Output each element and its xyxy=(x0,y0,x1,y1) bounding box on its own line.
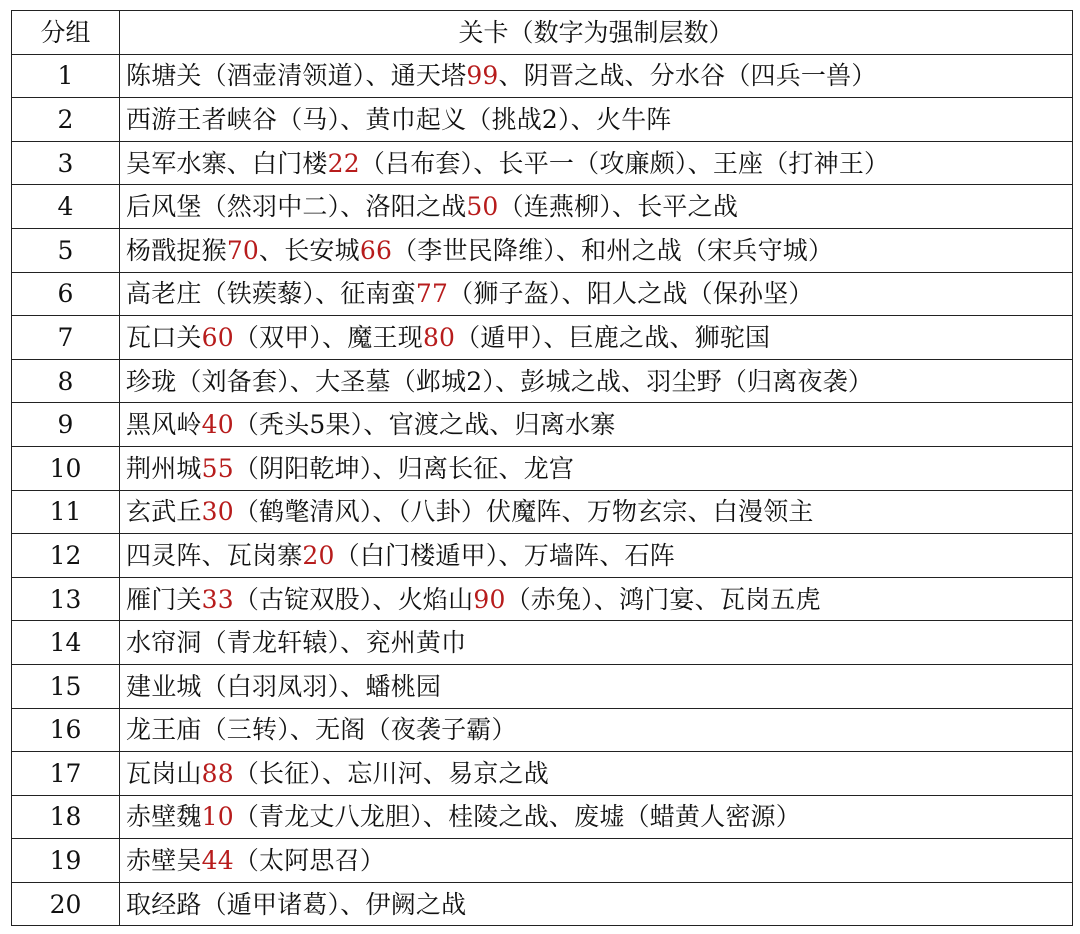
stage-text: （狮子盔）、阳人之战（保孙坚） xyxy=(448,279,814,309)
forced-layer-number: 80 xyxy=(422,322,456,352)
stage-list xyxy=(120,839,1073,883)
forced-layer-number: 70 xyxy=(226,235,260,265)
stage-text: （吕布套）、长平一（攻廉颇）、王座（打神王） xyxy=(359,148,890,178)
forced-layer-number: 22 xyxy=(327,148,360,178)
table-row xyxy=(12,228,1073,272)
stage-group-table xyxy=(11,10,1073,926)
stage-list xyxy=(120,316,1073,360)
table-row xyxy=(12,664,1073,708)
forced-layer-number: 10 xyxy=(201,802,234,832)
group-number: 7 xyxy=(12,316,120,360)
stage-text: （李世民降维）、和州之战（宋兵守城） xyxy=(392,235,834,265)
table-row xyxy=(12,141,1073,185)
table-row xyxy=(12,882,1073,926)
forced-layer-number: 33 xyxy=(201,584,234,614)
stage-list xyxy=(120,272,1073,316)
table-row xyxy=(12,752,1073,796)
stage-text: （遁甲）、巨鹿之战、狮驼国 xyxy=(455,322,771,352)
forced-layer-number: 50 xyxy=(466,192,499,222)
group-number: 4 xyxy=(12,185,120,229)
table-row xyxy=(12,98,1073,142)
table-row xyxy=(12,577,1073,621)
stage-text: （双甲）、魔王现 xyxy=(233,322,423,352)
group-number: 19 xyxy=(12,839,120,883)
group-number: 2 xyxy=(12,98,120,142)
stage-text: （连燕柳）、长平之战 xyxy=(498,192,739,222)
stage-text: 珍珑（刘备套）、大圣墓（邺城2）、彭城之战、羽尘野（归离夜袭） xyxy=(126,366,874,396)
forced-layer-number: 44 xyxy=(201,846,234,876)
stage-text: 西游王者峡谷（马）、黄巾起义（挑战2）、火牛阵 xyxy=(126,104,672,134)
forced-layer-number: 20 xyxy=(302,540,335,570)
stage-list xyxy=(120,359,1073,403)
group-number: 18 xyxy=(12,795,120,839)
forced-layer-number: 60 xyxy=(201,322,234,352)
stage-list xyxy=(120,882,1073,926)
stage-list xyxy=(120,577,1073,621)
stage-text: 赤壁吴 xyxy=(126,846,202,876)
table-header-row xyxy=(12,11,1073,55)
stage-text: 玄武丘 xyxy=(126,497,202,527)
stage-list xyxy=(120,752,1073,796)
table-row xyxy=(12,316,1073,360)
forced-layer-number: 88 xyxy=(201,758,234,788)
stage-text: 瓦口关 xyxy=(126,322,202,352)
stage-text: （长征）、忘川河、易京之战 xyxy=(233,758,549,788)
stage-text: 荆州城 xyxy=(126,453,202,483)
stage-list xyxy=(120,708,1073,752)
stage-text: 、长安城 xyxy=(259,235,360,265)
stage-text: 水帘洞（青龙轩辕）、兖州黄巾 xyxy=(126,628,467,658)
group-number: 15 xyxy=(12,664,120,708)
stage-text: 、阴晋之战、分水谷（四兵一兽） xyxy=(498,61,877,91)
stage-list xyxy=(120,795,1073,839)
stage-text: 后风堡（然羽中二）、洛阳之战 xyxy=(126,192,467,222)
stage-text: （阴阳乾坤）、归离长征、龙宫 xyxy=(233,453,575,483)
stage-list xyxy=(120,621,1073,665)
forced-layer-number: 90 xyxy=(473,584,506,614)
stage-list xyxy=(120,446,1073,490)
stage-text: （鹤氅清风）、（八卦）伏魔阵、万物玄宗、白漫领主 xyxy=(233,497,814,527)
table-row xyxy=(12,621,1073,665)
group-number: 14 xyxy=(12,621,120,665)
header-group: 分组 xyxy=(12,11,120,55)
stage-text: （赤兔）、鸿门宴、瓦岗五虎 xyxy=(505,584,821,614)
stage-text: （白门楼遁甲）、万墙阵、石阵 xyxy=(334,540,675,570)
stage-text: （秃头5果）、官渡之战、归离水寨 xyxy=(233,410,616,440)
stage-text: 四灵阵、瓦岗寨 xyxy=(126,540,303,570)
stage-list xyxy=(120,141,1073,185)
stage-text: （青龙丈八龙胆）、桂陵之战、废墟（蜡黄人密源） xyxy=(233,802,801,832)
group-number: 9 xyxy=(12,403,120,447)
stage-text: 黑风岭 xyxy=(126,410,202,440)
group-number: 6 xyxy=(12,272,120,316)
stage-list xyxy=(120,490,1073,534)
stage-list xyxy=(120,664,1073,708)
stage-list xyxy=(120,54,1073,98)
table-row xyxy=(12,54,1073,98)
stage-list xyxy=(120,403,1073,447)
table-row xyxy=(12,359,1073,403)
group-number: 13 xyxy=(12,577,120,621)
forced-layer-number: 30 xyxy=(201,497,234,527)
table-row xyxy=(12,490,1073,534)
group-number: 1 xyxy=(12,54,120,98)
forced-layer-number: 40 xyxy=(201,410,234,440)
table-row xyxy=(12,534,1073,578)
group-number: 12 xyxy=(12,534,120,578)
group-number: 5 xyxy=(12,228,120,272)
stage-text: 取经路（遁甲诸葛）、伊阙之战 xyxy=(126,889,467,919)
stage-text: 龙王庙（三转）、无阁（夜袭子霸） xyxy=(126,715,517,745)
table-row xyxy=(12,446,1073,490)
stage-text: 杨戬捉猴 xyxy=(126,235,227,265)
table-row xyxy=(12,795,1073,839)
stage-text: 赤壁魏 xyxy=(126,802,202,832)
forced-layer-number: 77 xyxy=(415,279,449,309)
stage-text: 高老庄（铁蒺藜）、征南蛮 xyxy=(126,279,416,309)
table-row xyxy=(12,403,1073,447)
stage-text: 瓦岗山 xyxy=(126,758,202,788)
stage-list xyxy=(120,98,1073,142)
group-number: 17 xyxy=(12,752,120,796)
header-stages: 关卡（数字为强制层数） xyxy=(120,11,1073,55)
stage-text: 雁门关 xyxy=(126,584,202,614)
group-number: 20 xyxy=(12,882,120,926)
table-row xyxy=(12,839,1073,883)
stage-list xyxy=(120,185,1073,229)
group-number: 10 xyxy=(12,446,120,490)
stage-text: （太阿思召） xyxy=(233,846,386,876)
group-number: 3 xyxy=(12,141,120,185)
stage-text: （古锭双股）、火焰山 xyxy=(233,584,474,614)
group-number: 8 xyxy=(12,359,120,403)
table-row xyxy=(12,272,1073,316)
group-number: 11 xyxy=(12,490,120,534)
stage-text: 陈塘关（酒壶清领道）、通天塔 xyxy=(126,61,467,91)
table-body xyxy=(12,54,1073,926)
stage-text: 吴军水寨、白门楼 xyxy=(126,148,328,178)
group-number: 16 xyxy=(12,708,120,752)
stage-text: 建业城（白羽凤羽）、蟠桃园 xyxy=(126,671,442,701)
table-row xyxy=(12,185,1073,229)
forced-layer-number: 66 xyxy=(359,235,393,265)
stage-group-sheet xyxy=(11,10,1073,926)
table-row xyxy=(12,708,1073,752)
forced-layer-number: 99 xyxy=(466,61,499,91)
stage-list xyxy=(120,228,1073,272)
forced-layer-number: 55 xyxy=(201,453,234,483)
stage-list xyxy=(120,534,1073,578)
